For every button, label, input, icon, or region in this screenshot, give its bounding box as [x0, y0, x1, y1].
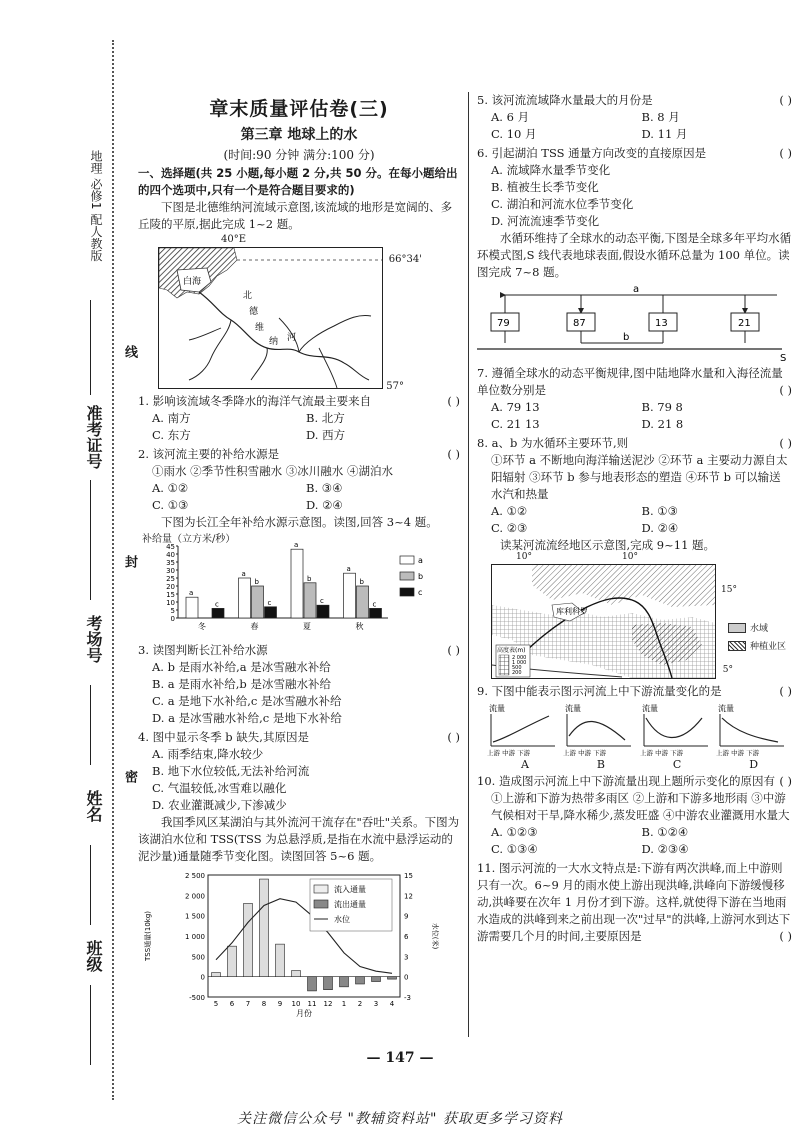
tss-legend-label: 流入通量	[334, 885, 366, 894]
tss-ytick-left: 2 500	[184, 872, 205, 880]
tss-ytick-left: 0	[200, 973, 205, 982]
q3-option-a[interactable]: A. b 是雨水补给,a 是冰雪融水补给	[152, 660, 331, 674]
river-char-3: 维	[255, 323, 265, 333]
q2-option-c[interactable]: C. ①③	[152, 498, 189, 512]
q2-option-a[interactable]: A. ①②	[152, 481, 189, 495]
exam-id-underline	[90, 300, 91, 395]
q10-option-d[interactable]: D. ②③④	[641, 842, 689, 856]
tributary-7	[319, 348, 337, 388]
exam-meta: (时间:90 分钟 满分:100 分)	[223, 148, 375, 162]
supply-bar-label: b	[359, 578, 364, 586]
page-title: 章末质量评估卷(三)	[209, 98, 389, 120]
supply-chart	[138, 532, 460, 640]
map2-alt-4: 200	[512, 670, 522, 676]
left-column	[138, 92, 460, 1017]
q5-stem: 5. 该河流流域降水量最大的月份是	[477, 93, 653, 107]
name-label: 姓名	[84, 790, 103, 822]
q9-a-ylabel: 流量	[489, 704, 505, 713]
supply-ytick: 35	[166, 559, 175, 567]
intro-9-11: 读某河流流经地区示意图,完成 9~11 题。	[500, 538, 716, 552]
q4-option-c[interactable]: C. 气温较低,冰雪难以融化	[152, 781, 287, 795]
map2-lon-2: 10°	[622, 552, 638, 562]
question-4	[138, 729, 460, 746]
room-underline	[90, 685, 91, 765]
tss-month-label: 5	[213, 1000, 219, 1008]
supply-chart-ylabel: 补给量（立方米/秒）	[142, 534, 236, 545]
q8-options	[477, 503, 792, 537]
intro-7-8: 水循环维持了全球水的动态平衡,下图是全球多年平均水循环模式图,S 线代表地球表面,假设水循环总量为 100 单位。读图完成 7~8 题。	[477, 231, 792, 279]
q8-statements: ①环节 a 不断地向海洋输送泥沙 ②环节 a 主要动力源自太阳辐射 ③环节 b 参与地表形态的塑造 ④环节 b 可以输送水汽和热量	[491, 453, 788, 501]
supply-bar	[252, 586, 264, 618]
map2-lake-label: 库利科罗	[556, 607, 588, 616]
supply-bar	[344, 573, 356, 618]
q9-b-ylabel: 流量	[565, 704, 582, 713]
tss-ytick-right: 6	[404, 933, 409, 941]
tss-ytick-left: 1 500	[184, 912, 205, 921]
map2-legend-farm	[728, 639, 786, 652]
supply-bar-label: c	[320, 597, 324, 606]
cycle-val-1: 79	[497, 318, 510, 329]
river-region-map	[491, 552, 787, 679]
supply-season-label: 夏	[303, 622, 311, 631]
q9-label-c: C	[672, 758, 682, 771]
subject-label: 地理 必修1 配人教版	[89, 150, 103, 262]
tss-month-label: 3	[373, 1000, 379, 1008]
q5-option-b[interactable]: B. 8 月	[641, 110, 680, 124]
q7-option-d[interactable]: D. 21 8	[641, 417, 684, 431]
supply-ytick: 30	[166, 567, 175, 575]
supply-ytick: 40	[166, 551, 175, 559]
q4-option-b[interactable]: B. 地下水位较低,无法补给河流	[152, 764, 310, 778]
farm-swatch	[728, 641, 746, 651]
q5-answer-blank[interactable]: ( )	[779, 93, 792, 107]
tss-legend-label: 水位	[334, 915, 350, 924]
q8-stem: 8. a、b 为水循环主要环节,则	[477, 436, 629, 450]
map-longitude: 40°E	[221, 234, 247, 245]
q9-d-xlabel: 上游 中游 下游	[715, 749, 760, 757]
q6-stem: 6. 引起湖泊 TSS 通量方向改变的直接原因是	[477, 146, 707, 160]
q5-option-c[interactable]: C. 10 月	[491, 127, 537, 141]
river-basin-map-svg	[159, 248, 382, 388]
q1-stem: 1. 影响该流域冬季降水的海洋气流最主要来自	[138, 394, 372, 408]
supply-bar	[186, 597, 198, 618]
room-label: 考场号	[84, 615, 103, 663]
cycle-val-3: 13	[655, 318, 668, 329]
tss-legend-swatch	[314, 900, 328, 908]
question-11	[477, 860, 792, 945]
q1-answer-blank[interactable]: ( )	[447, 394, 460, 408]
supply-ytick: 45	[166, 543, 175, 551]
tributary-4	[344, 363, 369, 380]
supply-legend-label: c	[418, 588, 423, 597]
tss-month-label: 8	[261, 1000, 267, 1008]
map2-lat-2: 5°	[722, 665, 733, 675]
tss-bar	[324, 977, 333, 990]
tss-month-label: 12	[323, 1000, 333, 1008]
supply-ytick: 0	[170, 615, 175, 623]
q4-stem: 4. 图中显示冬季 b 缺失,其原因是	[138, 730, 309, 744]
q7-option-c[interactable]: C. 21 13	[491, 417, 540, 431]
section-heading: 一、选择题(共 25 小题,每小题 2 分,共 50 分。在每小题给出的四个选项中,只有一个是符合题目要求的)	[138, 166, 458, 197]
exam-id-label: 准考证号	[84, 405, 103, 469]
q9-c-xlabel: 上游 中游 下游	[639, 749, 683, 757]
q6-answer-blank[interactable]: ( )	[779, 146, 792, 160]
q9-graph-c[interactable]	[640, 702, 710, 758]
question-2	[138, 446, 460, 463]
q9-graph-a[interactable]	[487, 702, 557, 758]
q9-graph-d[interactable]	[716, 702, 786, 758]
tss-ylabel-left: TSS通量(10kg)	[144, 910, 152, 962]
column-divider	[468, 92, 469, 1037]
q1-option-c[interactable]: C. 东方	[152, 428, 191, 442]
supply-legend-swatch	[400, 556, 414, 564]
q6-option-c[interactable]: C. 湖泊和河流水位季节变化	[491, 197, 634, 211]
water-swatch	[728, 623, 746, 633]
q10-option-a[interactable]: A. ①②③	[491, 825, 538, 839]
q8-option-c[interactable]: C. ②③	[491, 521, 528, 535]
q3-option-d[interactable]: D. a 是冰雪融水补给,c 是地下水补给	[152, 711, 342, 725]
supply-ytick: 10	[166, 599, 175, 607]
q9-a-xlabel: 上游 中游 下游	[487, 749, 531, 757]
tributary-3	[299, 315, 371, 352]
supply-bar	[239, 578, 251, 618]
river-char-1: 北	[243, 291, 253, 301]
supply-bar-label: a	[294, 541, 299, 550]
q6-option-d[interactable]: D. 河流流速季节变化	[491, 214, 600, 228]
q9-answer-blank[interactable]: ( )	[779, 684, 792, 698]
supply-season-label: 春	[250, 622, 259, 631]
q5-option-d[interactable]: D. 11 月	[641, 127, 688, 141]
question-7	[477, 365, 792, 399]
map2-lat-1: 15°	[721, 585, 737, 595]
q9-stem: 9. 下图中能表示图示河流上中下游流量变化的是	[477, 684, 722, 698]
q8-option-a[interactable]: A. ①②	[491, 504, 528, 518]
map-lat-top: 66°34'	[388, 254, 422, 265]
tss-ytick-right: 12	[404, 892, 413, 901]
supply-legend-swatch	[400, 572, 414, 580]
q2-answer-blank[interactable]: ( )	[447, 447, 460, 461]
q9-b-xlabel: 上游 中游 下游	[563, 749, 607, 757]
tss-legend-swatch	[314, 885, 328, 893]
tss-ytick-right: 15	[404, 872, 413, 880]
q8-option-d[interactable]: D. ②④	[641, 521, 679, 535]
cut-mark-line: 线	[122, 345, 137, 358]
tributary-1	[189, 320, 231, 380]
tss-chart-svg	[138, 867, 448, 1017]
q1-options	[138, 410, 460, 444]
cut-dotted-line	[112, 40, 114, 1100]
intro-3-4: 下图为长江全年补给水源示意图。读图,回答 3~4 题。	[161, 515, 438, 529]
tss-month-label: 9	[277, 1000, 283, 1008]
surface-s-label: S	[780, 353, 787, 363]
q8-answer-blank[interactable]: ( )	[779, 436, 792, 450]
name-underline	[90, 845, 91, 925]
cut-mark-seal: 封	[122, 555, 137, 568]
tss-bar	[340, 977, 349, 987]
q10-statements: ①上游和下游为热带多雨区 ②上游和下游多地形雨 ③中游气候相对干旱,降水稀少,蒸发旺盛 ④中游农业灌溉用水量大	[491, 791, 790, 822]
q2-statements: ①雨水 ②季节性积雪融水 ③冰川融水 ④湖泊水	[152, 464, 393, 478]
q9-c-ylabel: 流量	[641, 704, 658, 713]
cycle-label-a: a	[633, 284, 640, 295]
tributary-2	[251, 348, 267, 380]
tss-month-label: 1	[341, 1000, 347, 1008]
tss-bar	[356, 977, 365, 984]
right-column	[477, 92, 792, 945]
intro-1-2: 下图是北德维纳河流域示意图,该流域的地形是宽阔的、多丘陵的平原,据此完成 1~2 题。	[138, 200, 453, 231]
supply-bar	[357, 586, 369, 618]
chapter-title: 第三章 地球上的水	[240, 127, 358, 143]
tss-month-label: 4	[389, 1000, 395, 1008]
question-10	[477, 773, 792, 790]
q1-option-b[interactable]: B. 北方	[306, 411, 345, 425]
q9-graph-b[interactable]	[563, 702, 633, 758]
tss-ytick-left: -500	[189, 994, 205, 1002]
q4-option-a[interactable]: A. 雨季结束,降水较少	[152, 747, 264, 761]
q3-stem: 3. 读图判断长江补给水源	[138, 643, 268, 657]
water-cycle-svg	[477, 283, 792, 363]
cycle-val-2: 87	[573, 318, 586, 329]
supply-legend-swatch	[400, 588, 414, 596]
q10-option-c[interactable]: C. ①③④	[491, 842, 538, 856]
main-river	[199, 292, 344, 363]
tss-bar	[260, 879, 269, 977]
tss-month-label: 11	[307, 1000, 317, 1008]
tss-ytick-left: 2 000	[184, 892, 205, 901]
q4-answer-blank[interactable]: ( )	[447, 730, 460, 744]
supply-bar-label: a	[189, 589, 194, 598]
supply-ytick: 5	[170, 607, 175, 615]
binding-margin	[0, 0, 137, 1139]
tss-ytick-left: 1 000	[184, 933, 205, 941]
q5-options	[477, 109, 792, 143]
map2-alt-swatch	[499, 655, 509, 675]
q1-option-a[interactable]: A. 南方	[152, 411, 191, 425]
supply-ytick: 15	[166, 591, 175, 599]
tss-bar	[372, 977, 381, 982]
q2-stem: 2. 该河流主要的补给水源是	[138, 447, 280, 461]
river-char-4: 纳	[269, 337, 279, 347]
q9-option-graphs	[477, 702, 792, 758]
q9-label-a: A	[520, 758, 529, 771]
q9-label-b: B	[596, 758, 605, 771]
supply-bar	[317, 605, 329, 618]
tss-bar	[292, 971, 301, 977]
q7-answer-blank[interactable]: ( )	[779, 383, 792, 397]
q3-answer-blank[interactable]: ( )	[447, 643, 460, 657]
q5-option-a[interactable]: A. 6 月	[491, 110, 530, 124]
q6-option-a[interactable]: A. 流域降水量季节变化	[491, 163, 611, 177]
question-5	[477, 92, 792, 109]
supply-bar-label: a	[241, 570, 246, 578]
river-char-5: 河	[287, 333, 297, 343]
map2-lon-1: 10°	[516, 552, 532, 562]
question-6	[477, 145, 792, 162]
tss-month-label: 10	[291, 1000, 301, 1008]
river-region-svg	[492, 565, 715, 678]
tss-month-label: 7	[245, 1000, 251, 1008]
supply-bar-label: b	[254, 578, 259, 586]
q11-answer-blank[interactable]: ( )	[779, 929, 792, 943]
q2-option-b[interactable]: B. ③④	[306, 481, 343, 495]
tss-bar	[212, 973, 221, 977]
supply-season-label: 冬	[198, 622, 206, 631]
tss-chart	[138, 867, 460, 1017]
q1-option-d[interactable]: D. 西方	[306, 428, 346, 442]
tss-ytick-right: 3	[404, 953, 409, 962]
exam-id-underline-2	[90, 480, 91, 600]
supply-season-label: 秋	[355, 622, 364, 631]
map2-altitude-title: 高度表(m)	[497, 647, 526, 654]
map-lat-bottom: 57°	[386, 381, 404, 392]
q7-options	[477, 399, 792, 433]
q3-option-b[interactable]: B. a 是雨水补给,b 是冰雪融水补给	[152, 677, 331, 691]
tss-xlabel: 月份	[296, 1009, 312, 1017]
supply-bar	[291, 549, 303, 618]
q4-option-d[interactable]: D. 农业灌溉减少,下渗减少	[152, 798, 287, 812]
tss-ylabel-right: 水位(米)	[431, 922, 439, 950]
tss-ytick-right: 9	[404, 912, 409, 921]
cycle-label-b: b	[623, 332, 630, 343]
water-cycle-diagram	[477, 283, 792, 363]
sea-label: 白海	[183, 277, 202, 287]
supply-chart-svg	[138, 532, 438, 640]
tss-ytick-right: 0	[404, 973, 409, 982]
question-3	[138, 642, 460, 659]
river-char-2: 德	[249, 307, 259, 317]
q10-options	[477, 824, 792, 858]
tss-legend-label: 流出通量	[334, 900, 366, 909]
q11-stem: 11. 图示河流的一大水文特点是:下游有两次洪峰,而上中游则只有一次。6~9 月的雨水使上游出现洪峰,洪峰向下游缓慢移动,洪峰要在次年 1 月份才到下游。这样,就使得下游在当地雨水造成的洪峰到来之前出现一次"过早"的洪峰,上游河水到达下游需要几个月的时间,主要原因是	[477, 861, 791, 943]
q3-option-c[interactable]: C. a 是地下水补给,c 是冰雪融水补给	[152, 694, 342, 708]
q10-answer-blank[interactable]: ( )	[779, 774, 792, 788]
intro-5-6: 我国季风区某湖泊与其外流河干流存在"吞吐"关系。下图为该湖泊水位和 TSS(TSS 为总悬浮质,是指在水流中悬浮运动的泥沙量)通量随季节变化图。读图回答 5~6 题。	[138, 815, 460, 863]
supply-legend-label: a	[418, 556, 423, 565]
q7-option-a[interactable]: A. 79 13	[491, 400, 540, 414]
map2-alt-1: 2 000	[512, 655, 527, 661]
q10-stem: 10. 造成图示河流上中下游流量出现上题所示变化的原因有	[477, 774, 775, 788]
river-basin-map	[158, 234, 422, 392]
supply-bar-label: c	[215, 600, 219, 609]
tss-month-label: 6	[229, 1000, 235, 1008]
tss-bar	[276, 944, 285, 977]
map2-alt-2: 1 000	[512, 660, 527, 666]
tss-bar	[244, 903, 253, 976]
q2-option-d[interactable]: D. ②④	[306, 498, 343, 512]
q9-d-ylabel: 流量	[717, 704, 734, 713]
map2-legend-water-label: 水域	[750, 624, 769, 634]
tss-month-label: 2	[357, 1000, 363, 1008]
supply-legend-label: b	[418, 572, 424, 581]
q9-label-d: D	[749, 758, 759, 771]
q7-stem: 7. 遵循全球水的动态平衡规律,图中陆地降水量和入海径流量单位数分别是	[477, 366, 783, 397]
supply-bar	[212, 608, 224, 618]
class-label: 班级	[84, 940, 103, 972]
supply-bar-label: c	[372, 600, 377, 609]
supply-bar-label: a	[346, 565, 351, 574]
q6-option-b[interactable]: B. 植被生长季节变化	[491, 180, 599, 194]
footer-note: 关注微信公众号 "教辅资料站" 获取更多学习资料	[237, 1111, 563, 1127]
q8-option-b[interactable]: B. ①③	[641, 504, 678, 518]
question-1	[138, 393, 460, 410]
map2-alt-3: 500	[512, 665, 522, 671]
cycle-val-4: 21	[738, 318, 751, 329]
supply-bar-label: b	[307, 574, 312, 583]
supply-ytick: 25	[166, 575, 175, 583]
map2-legend-water	[728, 621, 768, 634]
q7-option-b[interactable]: B. 79 8	[641, 400, 683, 414]
supply-bar	[370, 608, 382, 618]
q9-option-labels	[477, 758, 792, 771]
question-9	[477, 683, 792, 700]
question-8	[477, 435, 792, 452]
q10-option-b[interactable]: B. ①②④	[641, 825, 689, 839]
tss-ytick-left: 500	[191, 953, 205, 962]
supply-bar	[265, 607, 277, 618]
map2-legend-farm-label: 种植业区	[750, 642, 787, 652]
cut-mark-secret: 密	[122, 770, 137, 783]
tss-bar	[308, 977, 317, 991]
tss-bar	[388, 977, 397, 979]
supply-ytick: 20	[166, 583, 175, 591]
supply-bar	[304, 583, 316, 618]
q2-options	[138, 480, 460, 514]
page-number: — 147 —	[366, 1050, 434, 1066]
supply-bar-label: c	[267, 598, 272, 607]
tss-ytick-right: -3	[404, 994, 411, 1002]
tributary-6	[189, 328, 221, 340]
tss-bar	[228, 946, 237, 977]
